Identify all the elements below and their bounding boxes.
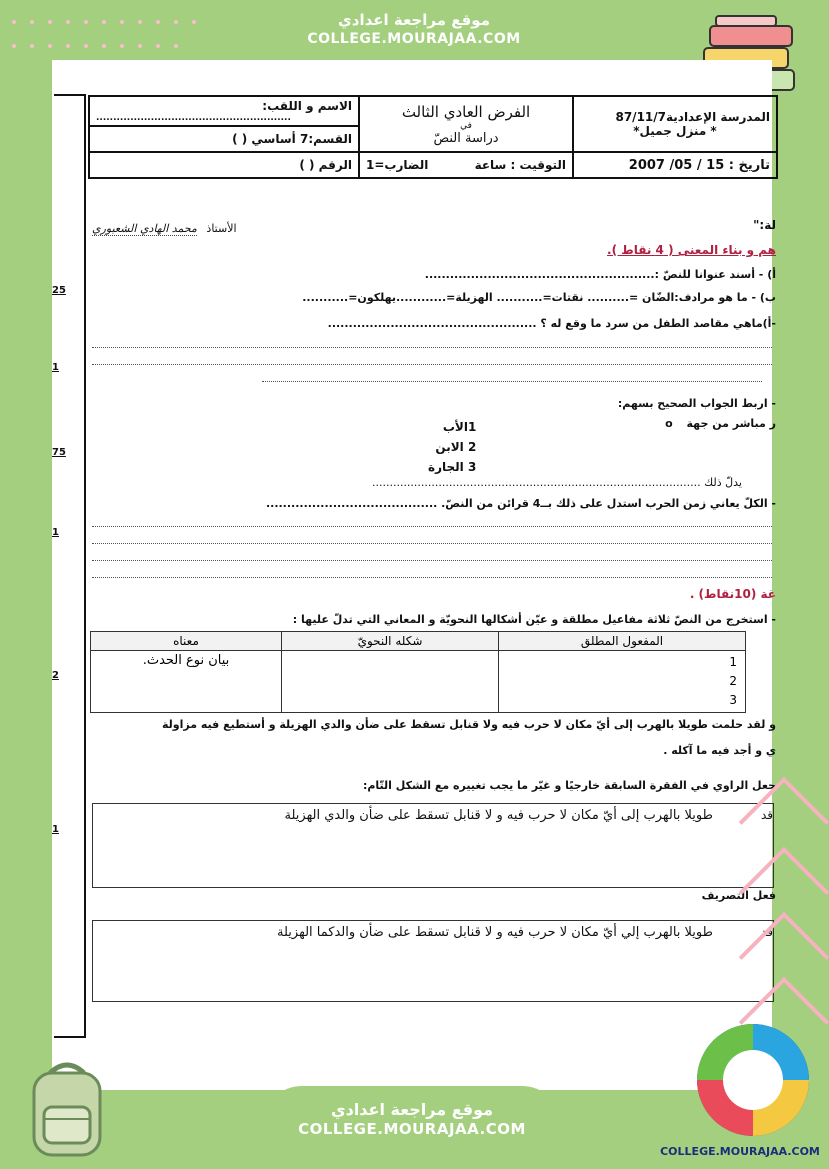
class-cell[interactable]: القسم:7 أساسي ( ) bbox=[89, 126, 359, 152]
exam-subject: دراسة النصّ bbox=[433, 130, 499, 146]
table-header: المفعول المطلق bbox=[499, 632, 746, 651]
connector-circle[interactable]: o bbox=[665, 417, 673, 430]
question-3-justify: يدلّ ذلك .............................................................................................. bbox=[371, 476, 742, 489]
answer-box-1-start: قد bbox=[760, 808, 773, 822]
answer-line[interactable] bbox=[92, 543, 772, 544]
table-cell-numbers[interactable] bbox=[499, 651, 746, 713]
question-3-stem-text: ر مباشر من جهة bbox=[686, 417, 776, 430]
backpack-icon bbox=[20, 1055, 115, 1160]
part2-question-3: فعل التصريف bbox=[701, 889, 776, 902]
coef-label: الضارب=1 bbox=[366, 158, 429, 172]
options-list bbox=[428, 417, 476, 477]
score-label: 1 bbox=[52, 824, 59, 835]
exam-paper bbox=[52, 60, 776, 1090]
site-domain: COLLEGE.MOURAJAA.COM bbox=[307, 31, 521, 47]
site-domain: COLLEGE.MOURAJAA.COM bbox=[298, 1120, 526, 1138]
part1-section: هم و بناء المعنى ( 4 نقاط ). bbox=[607, 243, 776, 257]
part2-question-1: - استخرج من النصّ ثلاثة مفاعيل مطلقة و عيّن أشكالها النحويّة و المعاني التي تدلّ عليها : bbox=[292, 613, 776, 626]
row-number: 2 bbox=[729, 674, 737, 688]
table-header: شكله النحويّ bbox=[282, 632, 499, 651]
option-item[interactable]: 2 الابن bbox=[435, 440, 477, 454]
decorative-dots bbox=[8, 14, 208, 54]
score-label: 1 bbox=[52, 362, 59, 373]
exam-title: الفرض العادي الثالث bbox=[401, 102, 531, 121]
teacher-line bbox=[92, 222, 237, 235]
paragraph-line-2: ي و أجد فيه ما آكله . bbox=[663, 744, 776, 757]
part2-section: غة (10نقاط) . bbox=[689, 587, 776, 601]
teacher-name: محمد الهادي الشعبوري bbox=[92, 222, 197, 235]
row-number: 3 bbox=[729, 693, 737, 707]
score-label: 1 bbox=[52, 527, 59, 538]
table-cell-meaning[interactable]: بيان نوع الحدث. bbox=[91, 651, 282, 713]
score-label: 25 bbox=[52, 285, 66, 296]
question-4: - الكلّ يعاني زمن الحرب استدل على ذلك بــ4 قرائن من النصّ. ......................................... bbox=[265, 497, 776, 510]
option-item[interactable]: 1الأب bbox=[442, 420, 477, 434]
answer-box-1[interactable] bbox=[92, 803, 774, 888]
school-name: * منزل جميل* bbox=[633, 124, 717, 138]
answer-line[interactable] bbox=[92, 526, 772, 527]
name-dots: ......................................................... bbox=[96, 113, 291, 123]
absolute-object-table bbox=[90, 631, 746, 713]
answer-box-2-start: قد bbox=[760, 925, 773, 939]
date-cell: تاريخ : 15 / 05/ 2007 bbox=[573, 152, 777, 178]
site-name: موقع مراجعة اعدادي bbox=[330, 1100, 494, 1119]
name-label: الاسم و اللقب: bbox=[262, 99, 352, 113]
answer-box-2-text: طويلا بالهرب إلي أيّ مكان لا حرب فيه و لا قنابل تسقط على ضأن والدكما الهزيلة bbox=[277, 925, 713, 940]
row-number: 1 bbox=[729, 655, 737, 669]
logo-caption: COLLEGE.MOURAJAA.COM bbox=[660, 1145, 820, 1158]
answer-box-1-text: طويلا بالهرب إلى أيّ مكان لا حرب فيه و لا قنابل تسقط على ضأن والدي الهزيلة bbox=[284, 808, 713, 823]
option-item[interactable]: 3 الجارة bbox=[428, 460, 477, 474]
question-2: -أ)ماهي مقاصد الطفل من سرد ما وقع له ؟ .................................................. bbox=[327, 317, 776, 330]
timing-cell bbox=[359, 152, 573, 178]
site-banner-bottom[interactable] bbox=[262, 1086, 562, 1169]
exam-title-sub: في bbox=[460, 120, 472, 131]
answer-line[interactable] bbox=[92, 577, 772, 578]
answer-line[interactable] bbox=[92, 364, 772, 365]
answer-line[interactable] bbox=[262, 381, 762, 382]
score-column bbox=[54, 94, 86, 1038]
teacher-label: الأستاذ bbox=[206, 222, 237, 235]
site-logo-icon bbox=[695, 1022, 811, 1138]
question-1b: ب) - ما هو مرادف:الضّان =.......... نقتات=........... الهزيلة=............يهلكون=........... bbox=[302, 291, 776, 304]
number-cell[interactable]: الرقم ( ) bbox=[89, 152, 359, 178]
table-cell-form[interactable] bbox=[282, 651, 499, 713]
school-label: المدرسة الإعدادية87/11/7 bbox=[615, 110, 770, 124]
question-3-stem bbox=[665, 417, 776, 430]
question-3: - اربط الجواب الصحيح بسهم: bbox=[617, 397, 776, 410]
site-banner-top[interactable] bbox=[264, 0, 564, 58]
answer-box-2[interactable] bbox=[92, 920, 774, 1002]
table-header: معناه bbox=[91, 632, 282, 651]
site-name: موقع مراجعة اعدادي bbox=[338, 11, 490, 29]
name-cell[interactable] bbox=[89, 96, 359, 126]
part1-title: لة:" bbox=[753, 218, 776, 232]
answer-line[interactable] bbox=[92, 347, 772, 348]
school-cell bbox=[573, 96, 777, 152]
part2-question-2: جعل الراوي في الفقرة السابقة خارجيًا و غيّر ما يجب تغييره مع الشكل التّام: bbox=[362, 779, 776, 792]
score-label: 75 bbox=[52, 447, 66, 458]
score-label: 2 bbox=[52, 670, 59, 681]
paragraph-line-1: و لقد حلمت طويلا بالهرب إلى أيّ مكان لا حرب فيه ولا قنابل تسقط على ضأن والدي الهزيلة و أستطيع فيه مزاولة bbox=[161, 718, 776, 731]
duration-label: التوقيت : ساعة bbox=[474, 158, 566, 172]
question-1a: أ) - أسند عنوانا للنصّ :....................................................... bbox=[424, 268, 776, 281]
title-cell bbox=[359, 96, 573, 152]
answer-line[interactable] bbox=[92, 560, 772, 561]
exam-header-table bbox=[88, 95, 778, 179]
